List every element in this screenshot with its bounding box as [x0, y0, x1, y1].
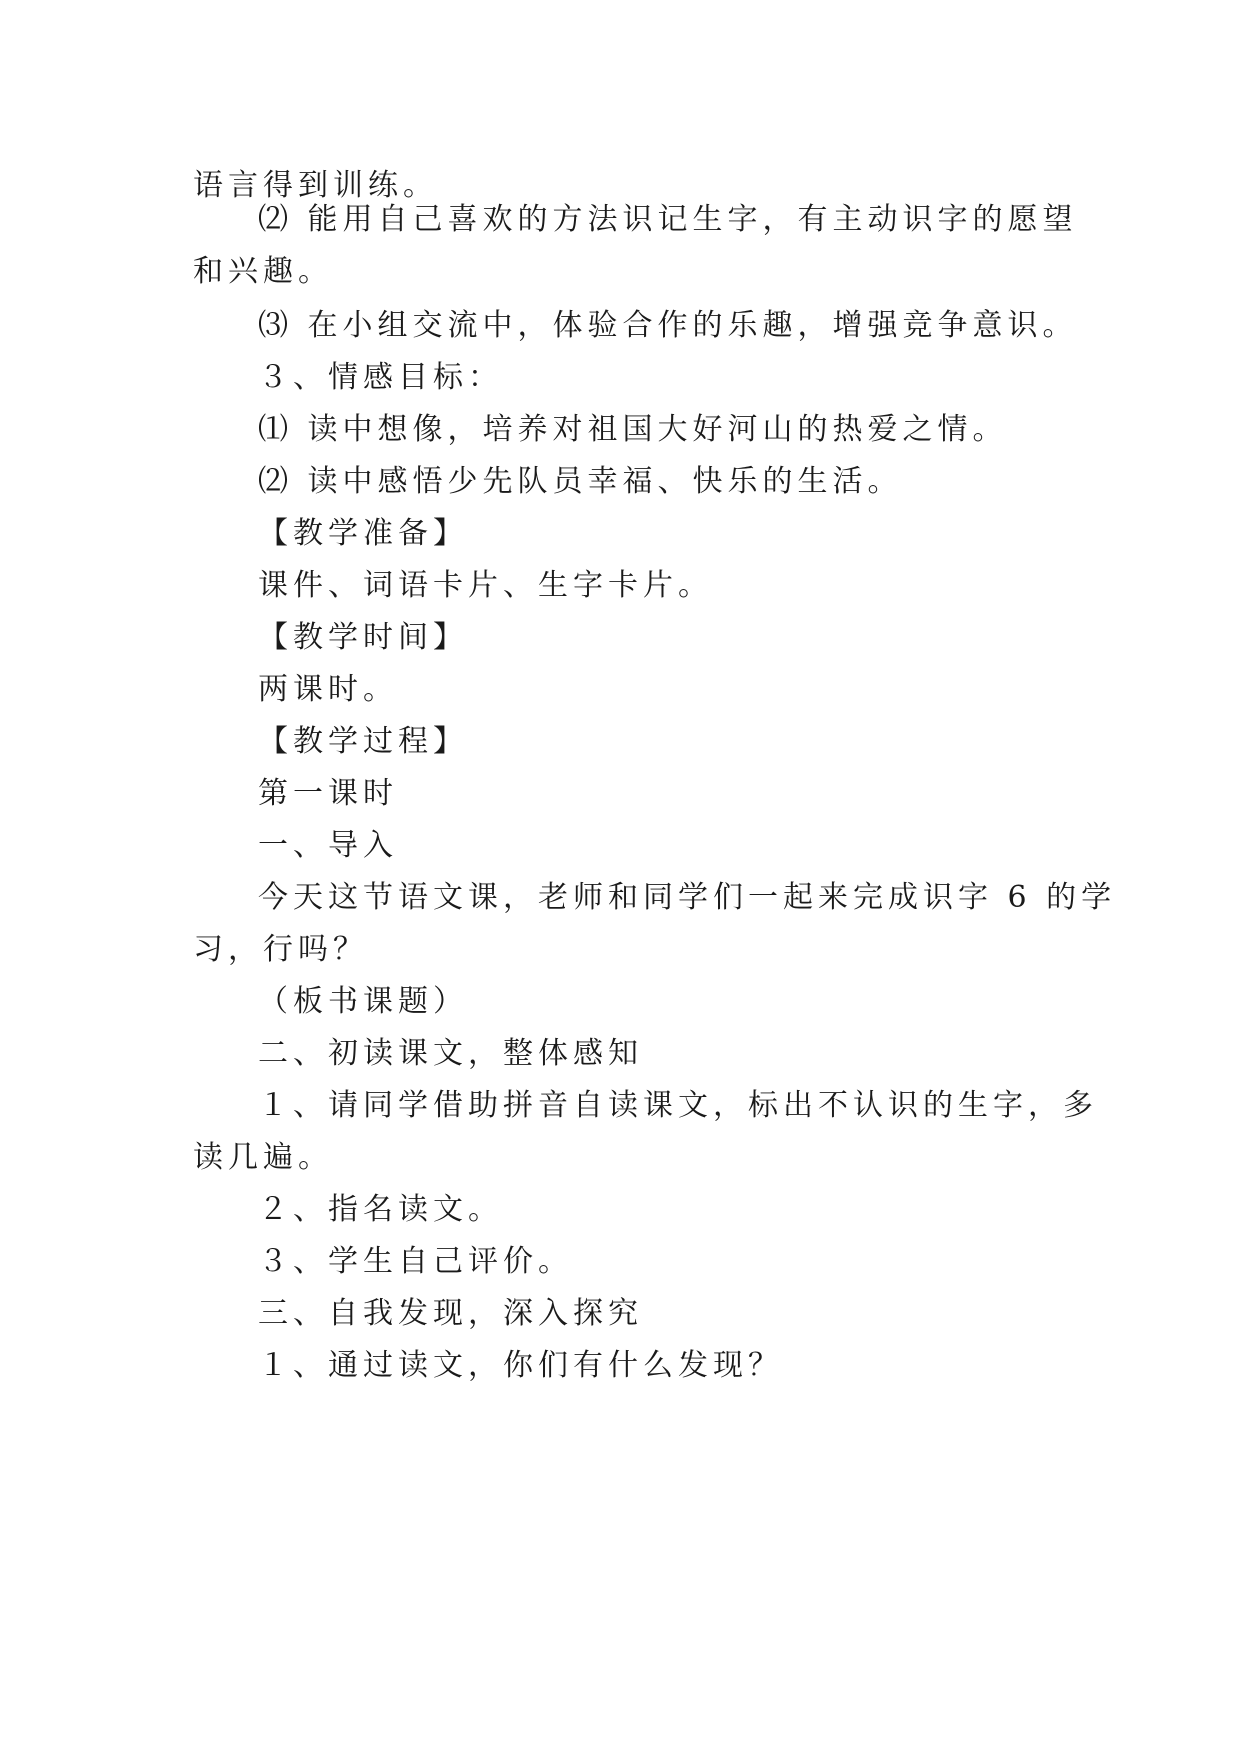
text-line: ⑶ 在小组交流中，体验合作的乐趣，增强竞争意识。: [258, 308, 1078, 343]
text-line: ２、指名读文。: [258, 1192, 503, 1227]
text-line: 今天这节语文课，老师和同学们一起来完成识字 6 的学: [258, 880, 1117, 915]
section-heading: 【教学过程】: [258, 724, 468, 759]
text-line: 两课时。: [258, 672, 398, 707]
text-line: 习，行吗？: [193, 932, 368, 967]
section-heading: 【教学准备】: [258, 516, 468, 551]
text-line: １、通过读文，你们有什么发现？: [258, 1348, 783, 1383]
text-line: 读几遍。: [193, 1140, 333, 1175]
text-line: （板书课题）: [258, 984, 468, 1019]
text-line: 二、初读课文，整体感知: [258, 1036, 643, 1071]
text-line: ⑵ 读中感悟少先队员幸福、快乐的生活。: [258, 464, 903, 499]
text-line: 三、自我发现，深入探究: [258, 1296, 643, 1331]
text-line: 和兴趣。: [193, 254, 333, 289]
text-line: 课件、词语卡片、生字卡片。: [258, 568, 713, 603]
text-line: 语言得到训练。: [193, 168, 438, 203]
section-heading: ３、情感目标：: [258, 360, 503, 395]
text-line: ３、学生自己评价。: [258, 1244, 573, 1279]
text-line: １、请同学借助拼音自读课文，标出不认识的生字，多: [258, 1088, 1098, 1123]
section-heading: 【教学时间】: [258, 620, 468, 655]
text-line: ⑴ 读中想像，培养对祖国大好河山的热爱之情。: [258, 412, 1008, 447]
text-line: 第一课时: [258, 776, 398, 811]
text-line: 一、导入: [258, 828, 398, 863]
text-line: ⑵ 能用自己喜欢的方法识记生字，有主动识字的愿望: [258, 202, 1078, 237]
